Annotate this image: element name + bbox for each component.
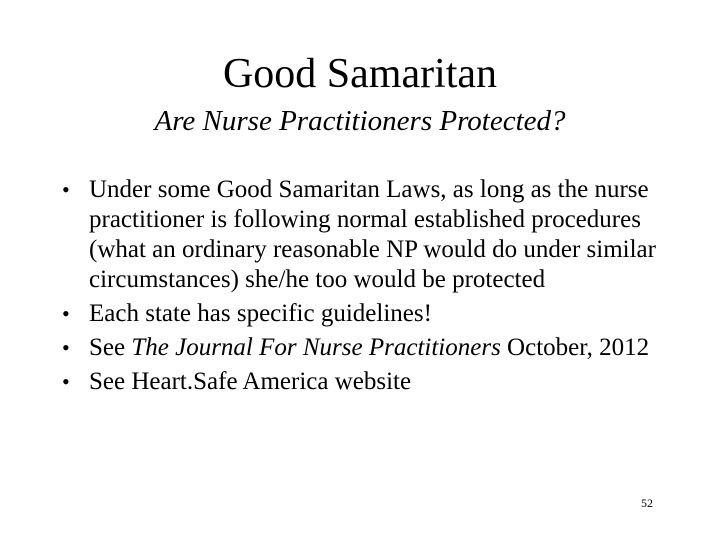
bullet-item-journal-reference	[62, 333, 682, 363]
bullet-icon: •	[62, 335, 70, 360]
bullet-list	[62, 175, 682, 401]
slide-title: Good Samaritan	[222, 51, 498, 97]
bullet-item-good-samaritan-laws	[62, 175, 682, 295]
page-number: 52	[641, 496, 653, 510]
bullet-text-suffix: October, 2012	[500, 334, 650, 361]
bullet-item-heartsafe-website	[62, 367, 682, 397]
journal-title: The Journal For Nurse Practitioners	[131, 334, 501, 361]
bullet-text: See Heart.Safe America website	[89, 368, 412, 395]
bullet-text: Each state has specific guidelines!	[89, 300, 432, 327]
bullet-item-state-guidelines	[62, 299, 682, 329]
bullet-icon: •	[62, 177, 70, 202]
bullet-text-prefix: See	[89, 334, 132, 361]
bullet-text	[89, 333, 682, 363]
bullet-icon: •	[62, 369, 70, 394]
bullet-text: Under some Good Samaritan Laws, as long as the nurse practitioner is following normal established procedures (what an ordinary reasonable NP would do under similar circumstances) she/he too would be protected	[89, 176, 656, 293]
bullet-icon: •	[62, 301, 70, 326]
slide-subtitle: Are Nurse Practitioners Protected?	[154, 105, 566, 137]
